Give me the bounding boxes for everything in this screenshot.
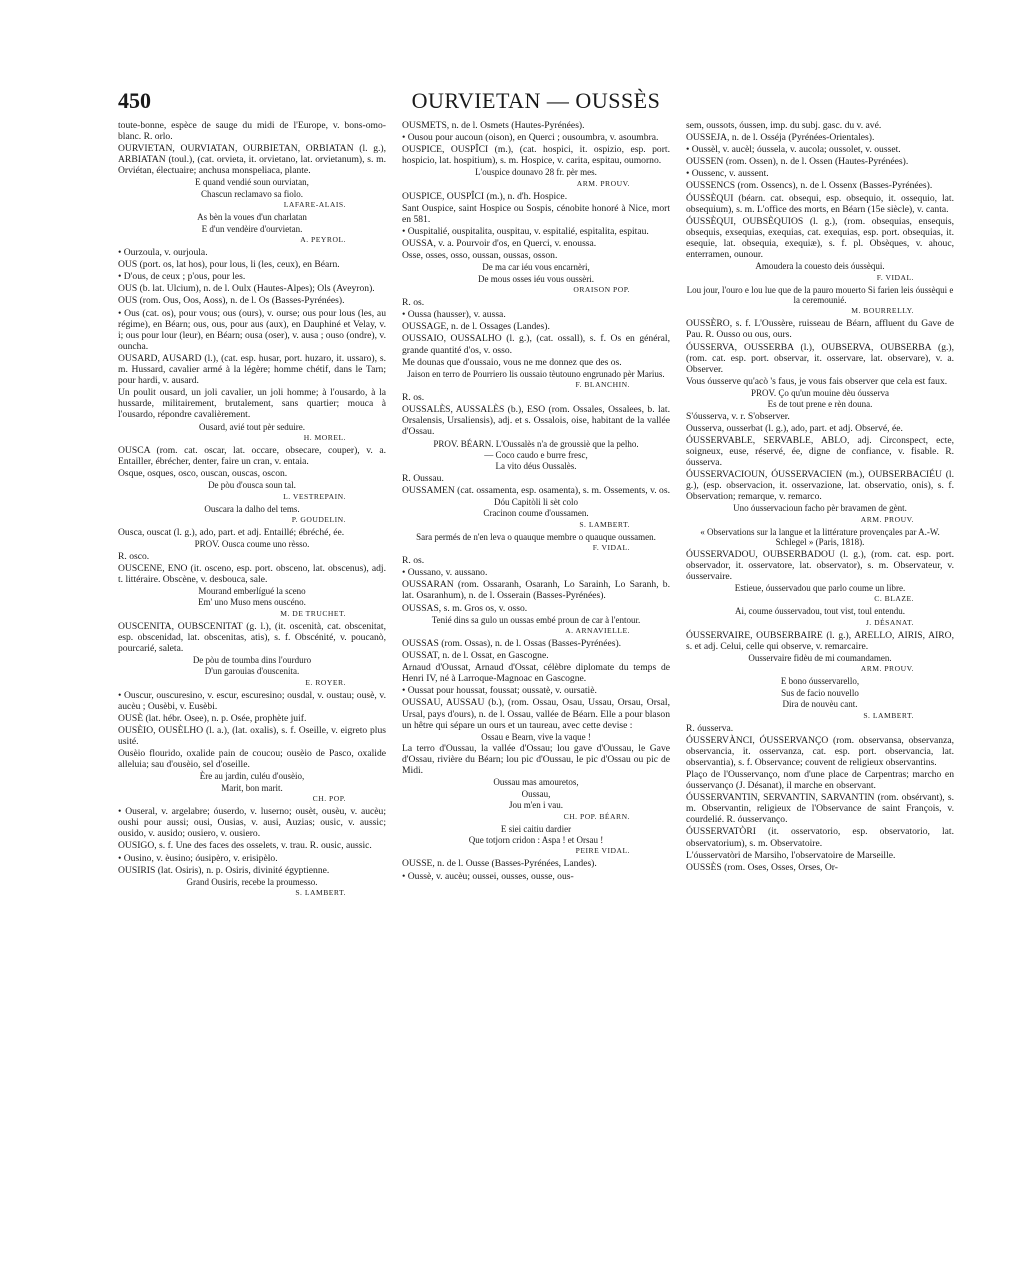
entry-paragraph: • Oussè, v. aucèu; oussei, ousses, ousse, ous- bbox=[402, 870, 574, 882]
quotation-line: D'un garouias d'ouscenita. bbox=[204, 666, 300, 677]
quotation-line: Ossau e Bearn, vive la vaque ! bbox=[481, 731, 591, 742]
entry-paragraph: ÓUSSERVADOU, OUBSERBADOU (l. g.), (rom. cat. esp. port. observador, it. osservatore, lat. observator), s. m. Observateur, v. óusservaire. bbox=[686, 548, 954, 582]
quotation-source: F. VIDAL. bbox=[592, 543, 630, 553]
entry-paragraph: OUSSE, n. de l. Ousse (Basses-Pyrénées, Landes). bbox=[402, 858, 597, 870]
entry-paragraph: Un poulit ousard, un joli cavalier, un joli homme; à l'ousardo, à la hussarde, militairement, brutalement, sans quartier; mouca à l'ousardo, répondre cavalièrement. bbox=[118, 387, 386, 421]
column-left bbox=[118, 120, 386, 900]
quotation-line: Chascun reclamavo sa fiolo. bbox=[201, 188, 303, 199]
entry-paragraph: Vous óusserve qu'acò 's faus, je vous fais observer que cela est faux. bbox=[686, 375, 948, 387]
entry-paragraph: OUSSEJA, n. de l. Osséja (Pyrénées-Orientales). bbox=[686, 132, 875, 144]
entry-paragraph: OUSÈ (lat. hébr. Osee), n. p. Osée, prophète juif. bbox=[118, 712, 307, 724]
entry-paragraph: OUS (rom. Ous, Oos, Aoss), n. de l. Os (Basses-Pyrénées). bbox=[118, 295, 345, 307]
entry-paragraph: • Oussenc, v. aussent. bbox=[686, 168, 769, 180]
quotation-line: Es de tout prene e rèn douna. bbox=[767, 399, 873, 410]
page-header bbox=[118, 88, 954, 120]
quotation-line: Estieue, óusservadou que parlo coume un libre. bbox=[734, 582, 906, 593]
quotation-source: ARM. PROUV. bbox=[576, 178, 630, 188]
quotation-source: S. LAMBERT. bbox=[579, 519, 630, 529]
entry-paragraph: OUSSAGE, n. de l. Ossages (Landes). bbox=[402, 321, 550, 333]
entry-paragraph: Ousserva, ousserbat (l. g.), ado, part. et adj. Observé, ée. bbox=[686, 422, 903, 434]
entry-paragraph: OUSIRIS (lat. Osiris), n. p. Osiris, divinité égyptienne. bbox=[118, 864, 330, 876]
quotation-source: H. MOREL. bbox=[303, 432, 346, 442]
entry-paragraph: OUSCENITA, OUBSCENITAT (g. l.), (it. oscenità, cat. obscenitat, esp. obscenidad, lat. obscenitas, atis), s. f. Obscénité, v. poucanò, pourcarié, saleta. bbox=[118, 620, 386, 654]
column-right bbox=[686, 120, 954, 900]
quotation-line: Oussau mas amouretos, bbox=[493, 777, 579, 788]
quotation-source: ARM. PROUV. bbox=[860, 664, 914, 674]
entry-paragraph: Arnaud d'Oussat, Arnaud d'Ossat, célèbre diplomate du temps de Henri IV, né à Larroque-Magnoac en Gascogne. bbox=[402, 662, 670, 685]
entry-paragraph: OUSPICE, OUSPÎCI (m.), n. d'h. Hospice. bbox=[402, 190, 568, 202]
entry-paragraph: S'óusserva, v. r. S'observer. bbox=[686, 410, 790, 422]
quotation-line: E d'un vendèire d'ourvietan. bbox=[201, 223, 303, 234]
entry-paragraph: OUSÈIO, OUSÈLHO (l. a.), (lat. oxalis), s. f. Oseille, v. eigreto plus usité. bbox=[118, 724, 386, 748]
entry-paragraph: • Ourzoula, v. ourjoula. bbox=[118, 247, 208, 259]
quotation-line: Sus de facio nouvello bbox=[781, 687, 859, 698]
quotation-line: Mourand emberlígué la sceno bbox=[198, 585, 306, 596]
quotation-source: E. ROYER. bbox=[305, 677, 346, 687]
quotation-line: — Coco caudo e burre fresc, bbox=[484, 449, 588, 460]
entry-paragraph: R. Oussau. bbox=[402, 472, 444, 484]
quotation-source: ARM. PROUV. bbox=[860, 514, 914, 524]
quotation-line: Jaison en terro de Pourriero lis oussaio tèutouno engrunado pèr Marius. bbox=[407, 368, 665, 379]
entry-paragraph: • Oussèl, v. aucèl; óussela, v. aucola; oussolet, v. ousset. bbox=[686, 144, 901, 156]
entry-paragraph: Me dounas que d'oussaio, vous ne me donnez que des os. bbox=[402, 356, 622, 368]
quotation-line: PROV. Ousca coume uno rèsso. bbox=[194, 539, 310, 550]
entry-paragraph: OURVIETAN, OURVIATAN, OURBIETAN, ORBIATAN (l. g.), ARBIATAN (toul.), (cat. orvieta, it. orvietano, lat. orvietanum), s. m. Orviétan, électuaire; anchusa monspeliaca, plante. bbox=[118, 143, 386, 177]
entry-paragraph: OUSSAU, AUSSAU (b.), (rom. Ossau, Osau, Ussau, Orsau, Orsal, Ursal, pays d'ours), n. de l. Ossau, vallée de Béarn. Elle a pour blason un hêtre qui sépare un ours et un taureau, avec cette devise : bbox=[402, 697, 670, 731]
entry-paragraph: • Ouscur, ouscuresino, v. escur, escuresino; ousdal, v. oustau; ousè, v. aucèu ; Ousèbi, v. Eusèbi. bbox=[118, 689, 386, 712]
quotation-source: PEIRE VIDAL. bbox=[575, 846, 630, 856]
entry-paragraph: ÓUSSERVA, OUSSERBA (l.), OUBSERVA, OUBSERBA (g.), (rom. cat. esp. port. observar, it. osservare, lat. observare), v. a. Observer. bbox=[686, 341, 954, 375]
entry-paragraph: La terro d'Oussau, la vallée d'Ossau; lou gave d'Oussau, le Gave d'Ossau, rivière du Béarn; lou pic d'Oussau, le pic d'Ossau ou pic de Midi. bbox=[402, 743, 670, 777]
text-columns bbox=[118, 120, 954, 900]
entry-paragraph: ÓUSSERVACIOUN, ÓUSSERVACIEN (m.), OUBSERBACIÉU (l. g.), (esp. observacion, it. osservazione, lat. observatio, onis), s. f. Observation; remarque, v. remarco. bbox=[686, 469, 954, 503]
entry-paragraph: OUSIGO, s. f. Une des faces des osselets, v. trau. R. ousic, aussic. bbox=[118, 840, 372, 852]
entry-paragraph: • Ousino, v. èusino; óusipèro, v. erisipèlo. bbox=[118, 852, 278, 864]
column-middle bbox=[402, 120, 670, 900]
entry-paragraph: OUSCENE, ENO (it. osceno, esp. port. obsceno, lat. obscenus), adj. t. littéraire. Obscène, v. desbouca, sale. bbox=[118, 562, 386, 585]
entry-paragraph: Osque, osques, osco, ouscan, ouscas, oscon. bbox=[118, 468, 288, 480]
quotation-source: A. ARNAVIELLE. bbox=[565, 626, 630, 635]
quotation-line: Em' uno Muso mens ouscéno. bbox=[198, 597, 306, 608]
quotation-source: S. LAMBERT. bbox=[295, 888, 346, 898]
entry-paragraph: ÓUSSERVAIRE, OUBSERBAIRE (l. g.), ARELLO, AIRIS, AIRO, s. et adj. Celui, celle qui observe, v. remarcaire. bbox=[686, 629, 954, 652]
quotation-line: De mous osses iéu vous oussèri. bbox=[478, 273, 594, 284]
quotation-line: PROV. Ço qu'un mouine dèu óusserva bbox=[751, 387, 889, 398]
quotation-line: As bèn la voues d'un charlatan bbox=[197, 212, 307, 223]
entry-paragraph: OUSPICE, OUSPÎCI (m.), (cat. hospici, it. ospizio, esp. port. hospicio, lat. hospitium), s. m. Hospice, v. carita, espitau, oumorno. bbox=[402, 144, 670, 167]
entry-paragraph: OUSSALÈS, AUSSALÈS (b.), ESO (rom. Ossales, Ossalees, b. lat. Orsalensis, Ursaliensis), adj. et s. Ossalois, oise, habitant de la vallée d'Ossau. bbox=[402, 404, 670, 438]
quotation-line: Marit, bon marit. bbox=[221, 782, 283, 793]
quotation-source: CH. POP. bbox=[312, 794, 346, 804]
entry-paragraph: Sant Ouspice, saint Hospice ou Sospis, cénobite honoré à Nice, mort en 581. bbox=[402, 202, 670, 225]
page-number: 450 bbox=[118, 88, 151, 113]
entry-paragraph: OUSSAS, s. m. Gros os, v. osso. bbox=[402, 602, 528, 614]
entry-paragraph: OUSSÈS (rom. Oses, Osses, Orses, Or- bbox=[686, 861, 838, 873]
quotation-line: Tenié dins sa gulo un oussas embé proun de car à l'entour. bbox=[431, 614, 641, 625]
entry-paragraph: • Oussat pour houssat, foussat; oussatè, v. oursatiè. bbox=[402, 685, 597, 697]
entry-paragraph: OUSSA, v. a. Pourvoir d'os, en Querci, v. enoussa. bbox=[402, 238, 597, 250]
quotation-line: Amoudera la couesto deis óussèqui. bbox=[755, 261, 885, 272]
entry-paragraph: • Oussano, v. aussano. bbox=[402, 567, 488, 579]
entry-paragraph: • D'ous, de ceux ; p'ous, pour les. bbox=[118, 271, 246, 283]
entry-paragraph: ÓUSSERVANTIN, SERVANTIN, SARVANTIN (rom. obsérvant), s. m. Observantin, religieux de l'Observance de saint François, v. courdelié. R. óusservanço. bbox=[686, 792, 954, 826]
entry-paragraph: OUSSAMEN (cat. ossamenta, esp. osamenta), s. m. Ossements, v. os. bbox=[402, 484, 670, 496]
running-title: OURVIETAN — OUSSÈS bbox=[411, 88, 661, 113]
quotation-source: F. VIDAL. bbox=[876, 272, 914, 282]
quotation-line: E siei caitiu dardier bbox=[500, 823, 572, 834]
entry-paragraph: OUS (port. os, lat hos), pour lous, li (les, ceux), en Béarn. bbox=[118, 259, 340, 271]
quotation-line: Cracinon coume d'oussamen. bbox=[483, 508, 589, 519]
quotation-line: Dira de nouvèu cant. bbox=[782, 699, 858, 710]
quotation-line: Ousservaire fidèu de mi coumandamen. bbox=[748, 652, 892, 663]
entry-paragraph: • Oussa (hausser), v. aussa. bbox=[402, 309, 506, 321]
entry-paragraph: OUSARD, AUSARD (l.), (cat. esp. husar, port. huzaro, it. ussaro), s. m. Hussard, cavalier armé à la légère; homme chétif, dans le Tarn; pour hardi, v. ausard. bbox=[118, 352, 386, 387]
quotation-source: CH. POP. BÉARN. bbox=[563, 811, 630, 821]
quotation-source: S. LAMBERT. bbox=[863, 710, 914, 720]
quotation-line: Lou jour, l'ouro e lou lue que de la pauro mouerto Si farien leis óussèqui e la ceremounié. bbox=[686, 284, 954, 305]
quotation-line: Que totjorn cridon : Aspa ! et Orsau ! bbox=[468, 835, 604, 846]
entry-paragraph: R. osco. bbox=[118, 550, 150, 562]
entry-paragraph: toute-bonne, espèce de sauge du midi de l'Europe, v. bons-omo-blanc. R. orlo. bbox=[118, 120, 386, 143]
entry-paragraph: OUSCA (rom. cat. oscar, lat. occare, obsecare, couper), v. a. Entailler, ébrécher, denter, faire un cran, v. entaia. bbox=[118, 444, 386, 467]
quotation-line: Oussau, bbox=[521, 788, 551, 799]
entry-paragraph: • Ous (cat. os), pour vous; ous (ours), v. ourse; ous pour lous (les, au régime), en Béarn; ous, ous, pour aus (aux), en Dauphiné et Velay, v. i; ous pour lour (leur), en Béarn; ousa (oser), v. ausa ; ouso (ondre), v. ouncha. bbox=[118, 307, 386, 352]
entry-paragraph: ÓUSSÈQUI, OUBSÈQUIOS (l. g.), (rom. obsequias, ensequis, obsequis, exsequias, exequias, cat. exequias, esp. port. obsequias, it. esequie, lat. obsequia, exequiæ), s. f. pl. Obsèques, v. ahouc, enterramen, ounour. bbox=[686, 215, 954, 261]
entry-paragraph: OUSSAT, n. de l. Ossat, en Gascogne. bbox=[402, 650, 549, 662]
quotation-line: Grand Ousiris, recebe la proumesso. bbox=[186, 876, 318, 887]
quotation-line: Ai, coume óusservadou, tout vist, toul entendu. bbox=[735, 606, 905, 617]
quotation-line: Ouscara la dalho del tems. bbox=[204, 503, 300, 514]
entry-paragraph: • Ouspitalié, ouspitalita, ouspitau, v. espitalié, espitalita, espitau. bbox=[402, 226, 649, 238]
entry-paragraph: Plaço de l'Ousservanço, nom d'une place de Carpentras; marcho en óusservanço (J. Désanat), il marche en observant. bbox=[686, 768, 954, 792]
quotation-line: Dóu Capitòli li sèt colo bbox=[494, 496, 578, 507]
quotation-source: A. PEYROL. bbox=[300, 235, 346, 245]
quotation-source: L. VESTREPAIN. bbox=[283, 491, 346, 501]
quotation-line: E quand vendié soun ourviatan, bbox=[195, 177, 309, 188]
entry-paragraph: OUS (b. lat. Ulcium), n. de l. Oulx (Hautes-Alpes); Ols (Aveyron). bbox=[118, 283, 375, 295]
quotation-source: M. DE TRUCHET. bbox=[280, 608, 346, 618]
entry-paragraph: OUSSENCS (rom. Ossencs), n. de l. Ossenx (Basses-Pyrénées). bbox=[686, 180, 933, 192]
quotation-source: M. BOURRELLY. bbox=[851, 306, 914, 316]
entry-paragraph: OUSSAS (rom. Ossas), n. de l. Ossas (Basses-Pyrénées). bbox=[402, 638, 622, 649]
quotation-line: Sara permés de n'en leva o quauque membre o quauque oussamen. bbox=[416, 531, 656, 542]
entry-paragraph: • Ouseral, v. argelabre; óuserdo, v. luserno; ousèt, ousèu, v. aucèu; oushi pour aussi; ousi, Ousias, v. ausi, Auzias; ousic, v. aussic; ousido, v. ausido; ousiero, v. ousiero. bbox=[118, 806, 386, 840]
quotation-line: De pòu d'ousca soun tal. bbox=[208, 480, 296, 491]
quotation-source: C. BLAZE. bbox=[874, 594, 914, 604]
quotation-line: « Observations sur la langue et la littérature provençales par A.-W. Schlegel » (Paris, 1818). bbox=[700, 526, 940, 548]
quotation-line: De pòu de toumba dins l'ourduro bbox=[192, 654, 312, 665]
quotation-line: E bono óusservarello, bbox=[780, 676, 860, 687]
quotation-line: L'ouspice dounavo 28 fr. pèr mes. bbox=[475, 167, 597, 178]
entry-paragraph: ÓUSSERVATÒRI (it. osservatorio, esp. observatorio, lat. observatorium), s. m. Observatoire. bbox=[686, 826, 954, 849]
quotation-source: F. BLANCHIN. bbox=[575, 380, 630, 390]
quotation-line: Ère au jardin, culéu d'ousèio, bbox=[199, 771, 305, 782]
quotation-line: De ma car iéu vous encarnèri, bbox=[482, 262, 590, 273]
entry-paragraph: sem, oussots, óussen, imp. du subj. gasc. du v. avé. bbox=[686, 120, 882, 131]
entry-paragraph: R. óusserva. bbox=[686, 722, 734, 734]
entry-paragraph: ÓUSSERVABLE, SERVABLE, ABLO, adj. Circonspect, ecte, soigneux, euse, réservé, ée, digne de confiance, v. fisable. R. óusserva. bbox=[686, 434, 954, 469]
entry-paragraph: • Ousou pour aucoun (oison), en Querci ; ousoumbra, v. asoumbra. bbox=[402, 132, 659, 144]
entry-paragraph: OUSMETS, n. de l. Osmets (Hautes-Pyrénées). bbox=[402, 120, 585, 131]
quotation-source: LAFARE-ALAIS. bbox=[283, 200, 346, 210]
entry-paragraph: ÓUSSÈQUI (béarn. cat. obsequi, esp. obsequio, it. ossequio, lat. obsequium), s. m. L'office des morts, en Béarn (15e siècle), v. canta. bbox=[686, 192, 954, 215]
entry-paragraph: L'óusservatòri de Marsiho, l'observatoire de Marseille. bbox=[686, 849, 896, 861]
entry-paragraph: OUSSARAN (rom. Ossaranh, Osaranh, Lo Sarainh, Lo Saranh, b. lat. Osaranhum), n. de l. Osserain (Basses-Pyrénées). bbox=[402, 579, 670, 602]
entry-paragraph: Ousèio flourido, oxalide pain de coucou; ousèio de Pasco, oxalide alleluia; sau d'ousèio, sel d'oseille. bbox=[118, 748, 386, 771]
quotation-line: Uno óusservacioun facho pèr bravamen de gènt. bbox=[733, 503, 907, 514]
quotation-source: J. DÉSANAT. bbox=[865, 617, 914, 627]
entry-paragraph: ÓUSSERVÀNCI, ÓUSSERVANÇO (rom. observansa, observanza, observancia, it. osservanza, cat. esp. port. observancia, lat. observantia), s. f. Observance; couvent de religieux observantins. bbox=[686, 734, 954, 768]
quotation-line: Jou m'en i vau. bbox=[508, 800, 564, 811]
entry-paragraph: OUSSÈRO, s. f. L'Oussère, ruisseau de Béarn, affluent du Gave de Pau. R. Ousso ou ous, ours. bbox=[686, 318, 954, 341]
entry-paragraph: OUSSEN (rom. Ossen), n. de l. Ossen (Hautes-Pyrénées). bbox=[686, 156, 909, 168]
quotation-line: La vito déus Oussalès. bbox=[495, 461, 577, 472]
quotation-line: Ousard, avié tout pèr seduire. bbox=[199, 421, 305, 432]
entry-paragraph: R. os. bbox=[402, 555, 425, 567]
entry-paragraph: R. os. bbox=[402, 392, 425, 404]
entry-paragraph: Osse, osses, osso, oussan, oussas, osson. bbox=[402, 250, 558, 262]
quotation-source: P. GOUDELIN. bbox=[291, 515, 346, 524]
entry-paragraph: OUSSAIO, OUSSALHO (l. g.), (cat. ossall), s. f. Os en général, grande quantité d'os, v. osso. bbox=[402, 333, 670, 356]
quotation-source: ORAISON POP. bbox=[573, 285, 630, 295]
entry-paragraph: Ousca, ouscat (l. g.), ado, part. et adj. Entaillé; ébréché, ée. bbox=[118, 527, 345, 538]
quotation-line: PROV. BÉARN. L'Oussalès n'a de groussiè que la pelho. bbox=[433, 438, 639, 449]
entry-paragraph: R. os. bbox=[402, 297, 425, 309]
